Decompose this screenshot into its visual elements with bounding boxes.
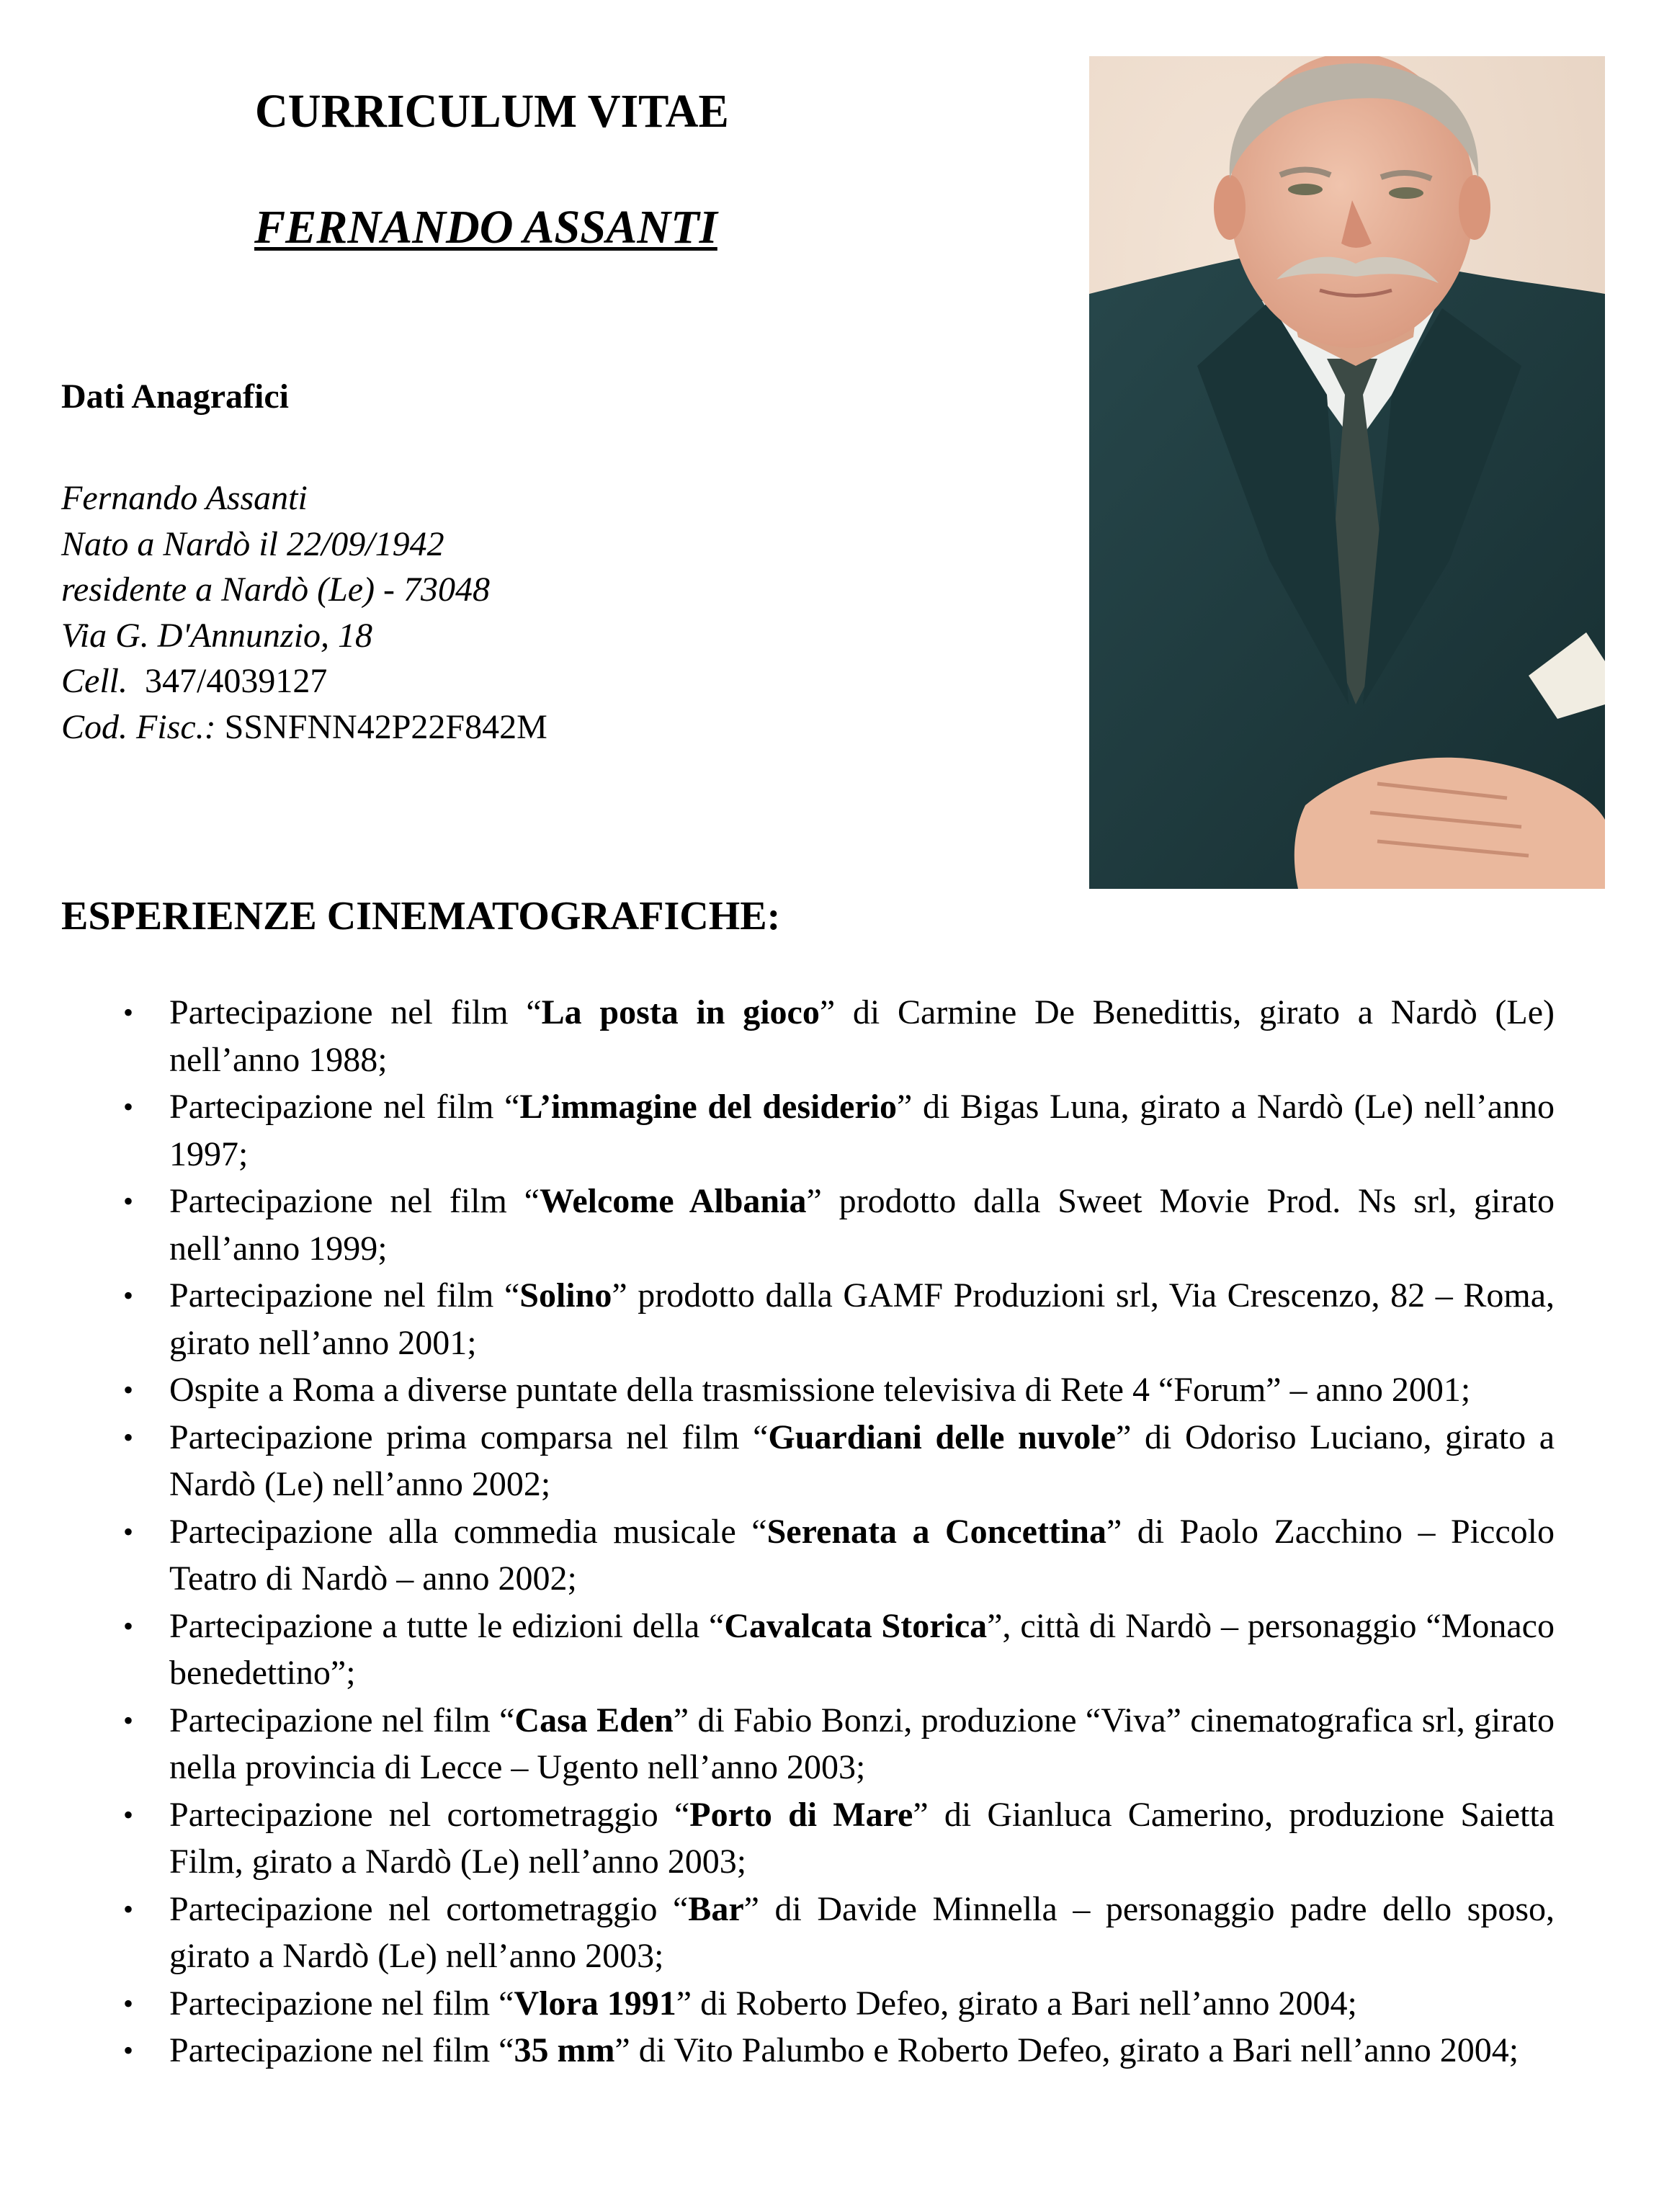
experience-item bbox=[123, 1508, 1555, 1603]
experience-title: Porto di Mare bbox=[689, 1795, 913, 1834]
experience-title: Solino bbox=[519, 1276, 612, 1315]
personal-residence: residente a Nardò (Le) - 73048 bbox=[61, 570, 491, 609]
experience-item bbox=[123, 1178, 1555, 1272]
bullet-icon: • bbox=[123, 1798, 134, 1831]
experience-text: Partecipazione nel film “ bbox=[169, 1984, 514, 2023]
experience-details: ” di Gianluca Camerino, produzione Saietta Film, girato a Nardò (Le) nell’anno 2003; bbox=[169, 1795, 1555, 1881]
experience-details: ” di Vito Palumbo e Roberto Defeo, girato a Bari nell’anno 2004; bbox=[614, 2031, 1519, 2069]
experience-item bbox=[123, 1603, 1555, 1697]
experience-item bbox=[123, 1366, 1555, 1414]
experience-text: Partecipazione nel film “ bbox=[169, 993, 542, 1031]
bullet-icon: • bbox=[123, 1091, 134, 1123]
left-eye bbox=[1288, 184, 1323, 195]
experience-item bbox=[123, 1083, 1555, 1178]
experience-item bbox=[123, 1886, 1555, 1980]
experience-title: La posta in gioco bbox=[541, 993, 820, 1031]
experience-text: Partecipazione prima comparsa nel film “ bbox=[169, 1418, 769, 1456]
experience-details: ” prodotto dalla GAMF Produzioni srl, Via Crescenzo, 82 – Roma, girato nell’anno 2001; bbox=[169, 1276, 1555, 1362]
phone-number: 347/4039127 bbox=[145, 662, 328, 701]
right-eye bbox=[1389, 187, 1423, 199]
experience-details: ” di Carmine De Benedittis, girato a Nardò (Le) nell’anno 1988; bbox=[169, 993, 1555, 1079]
experience-text: Ospite a Roma a diverse puntate della trasmissione televisiva di Rete 4 “Forum” – anno 2001; bbox=[169, 1371, 1471, 1409]
experience-text: Partecipazione alla commedia musicale “ bbox=[169, 1512, 767, 1551]
experience-text: Partecipazione nel cortometraggio “ bbox=[169, 1889, 689, 1928]
bullet-icon: • bbox=[123, 1515, 134, 1548]
experience-text: Partecipazione nel cortometraggio “ bbox=[169, 1795, 690, 1834]
experience-text: Partecipazione nel film “ bbox=[169, 1088, 520, 1126]
experience-details: ” di Odoriso Luciano, girato a Nardò (Le) nell’anno 2002; bbox=[169, 1418, 1555, 1503]
right-ear bbox=[1459, 175, 1490, 240]
experience-details: ” di Paolo Zacchino – Piccolo Teatro di Nardò – anno 2002; bbox=[169, 1512, 1555, 1598]
experience-item bbox=[123, 1414, 1555, 1508]
bullet-icon: • bbox=[123, 1892, 134, 1925]
experience-text: Partecipazione nel film “ bbox=[169, 1182, 540, 1220]
experience-title: Vlora 1991 bbox=[514, 1984, 676, 2023]
bullet-icon: • bbox=[123, 2034, 134, 2067]
bullet-icon: • bbox=[123, 1279, 134, 1312]
experience-item bbox=[123, 1791, 1555, 1886]
portrait-illustration bbox=[1089, 56, 1605, 889]
experience-details: ” di Fabio Bonzi, produzione “Viva” cinematografica srl, girato nella provincia di Lecce – Ugento nell’anno 2003; bbox=[169, 1701, 1555, 1786]
personal-address: Via G. D'Annunzio, 18 bbox=[61, 616, 373, 655]
experience-heading: ESPERIENZE CINEMATOGRAFICHE: bbox=[61, 894, 781, 939]
experience-details: ”, città di Nardò – personaggio “Monaco benedettino”; bbox=[169, 1606, 1555, 1692]
experience-list bbox=[123, 989, 1555, 2074]
experience-details: ” di Roberto Defeo, girato a Bari nell’anno 2004; bbox=[676, 1984, 1357, 2023]
experience-item bbox=[123, 2027, 1555, 2074]
experience-text: Partecipazione nel film “ bbox=[169, 1276, 520, 1315]
bullet-icon: • bbox=[123, 996, 134, 1029]
personal-full-name: Fernando Assanti bbox=[61, 479, 308, 517]
bullet-icon: • bbox=[123, 1703, 134, 1737]
experience-item bbox=[123, 989, 1555, 1083]
experience-title: 35 mm bbox=[514, 2031, 615, 2069]
experience-title: Bar bbox=[688, 1889, 744, 1928]
phone-label: Cell. bbox=[61, 662, 128, 701]
experience-details: ” di Bigas Luna, girato a Nardò (Le) nell’anno 1997; bbox=[169, 1088, 1555, 1173]
left-ear bbox=[1214, 175, 1246, 240]
experience-title: Serenata a Concettina bbox=[766, 1512, 1106, 1551]
personal-data-list bbox=[61, 475, 547, 751]
personal-tax-code-row bbox=[61, 704, 547, 751]
bullet-icon: • bbox=[123, 1420, 134, 1454]
experience-title: Guardiani delle nuvole bbox=[768, 1418, 1117, 1456]
experience-item bbox=[123, 1272, 1555, 1366]
bullet-icon: • bbox=[123, 1374, 134, 1406]
bullet-icon: • bbox=[123, 1609, 134, 1642]
personal-data-heading: Dati Anagrafici bbox=[61, 377, 289, 416]
document-title: CURRICULUM VITAE bbox=[255, 85, 729, 138]
experience-title: Welcome Albania bbox=[539, 1182, 807, 1220]
bullet-icon: • bbox=[123, 1987, 134, 2020]
experience-text: Partecipazione nel film “ bbox=[169, 2031, 514, 2069]
person-name-heading: FERNANDO ASSANTI bbox=[254, 201, 717, 254]
experience-item bbox=[123, 1980, 1555, 2028]
tax-code-value: SSNFNN42P22F842M bbox=[224, 707, 547, 746]
personal-phone-row bbox=[61, 658, 547, 704]
experience-title: Cavalcata Storica bbox=[724, 1606, 988, 1645]
experience-text: Partecipazione nel film “ bbox=[169, 1701, 515, 1739]
experience-title: Casa Eden bbox=[514, 1701, 674, 1739]
experience-details: ” prodotto dalla Sweet Movie Prod. Ns srl, girato nell’anno 1999; bbox=[169, 1182, 1555, 1268]
experience-text: Partecipazione a tutte le edizioni della “ bbox=[169, 1606, 725, 1645]
bullet-icon: • bbox=[123, 1185, 134, 1217]
experience-title: L’immagine del desiderio bbox=[519, 1088, 898, 1126]
portrait-photo bbox=[1089, 56, 1605, 889]
experience-item bbox=[123, 1697, 1555, 1791]
personal-birth: Nato a Nardò il 22/09/1942 bbox=[61, 524, 444, 563]
experience-details: ” di Davide Minnella – personaggio padre dello sposo, girato a Nardò (Le) nell’anno 2003; bbox=[169, 1889, 1555, 1975]
tax-code-label: Cod. Fisc.: bbox=[61, 707, 216, 746]
